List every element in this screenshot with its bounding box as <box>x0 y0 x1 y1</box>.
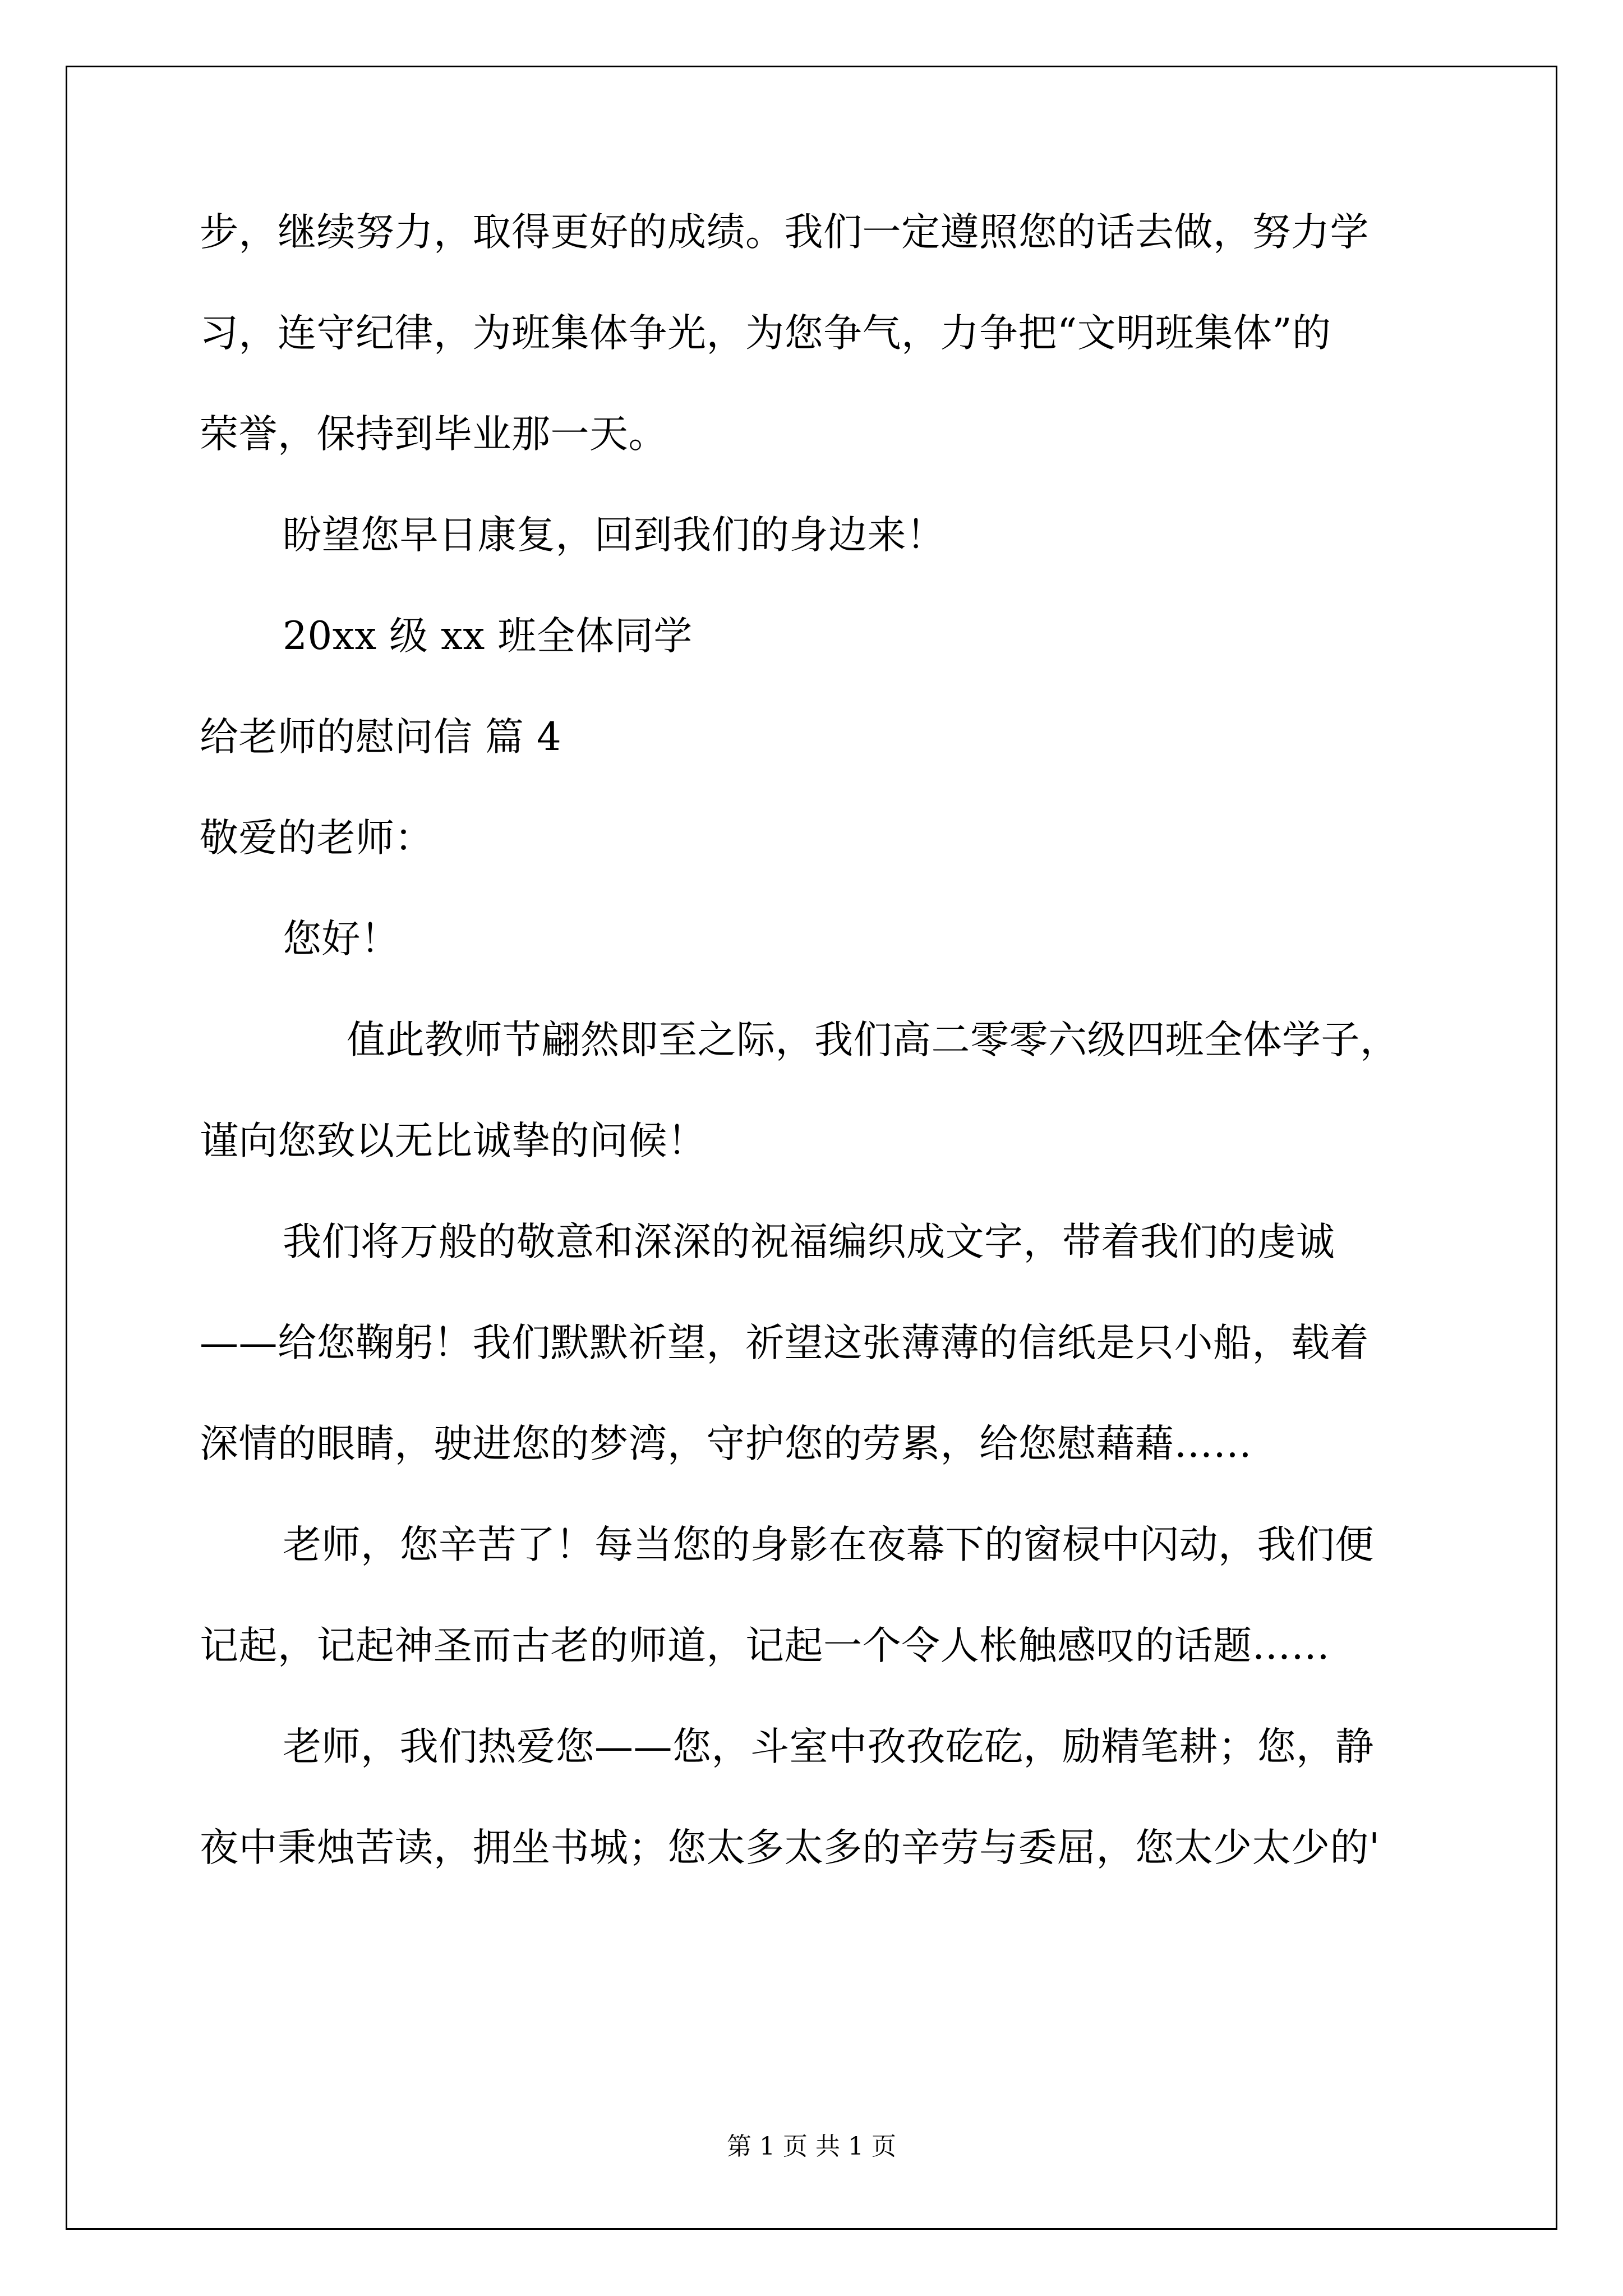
paragraph-line: 夜中秉烛苦读，拥坐书城；您太多太多的辛劳与委屈，您太少太少的' <box>200 1825 1380 1870</box>
paragraph-line: 盼望您早日康复，回到我们的身边来！ <box>283 513 946 558</box>
salutation: 敬爱的老师： <box>200 816 434 861</box>
paragraph-line: 荣誉，保持到毕业那一天。 <box>200 412 667 457</box>
paragraph-line: 步，继续努力，取得更好的成绩。我们一定遵照您的话去做，努力学 <box>200 210 1369 255</box>
paragraph-line: 习，连守纪律，为班集体争光，为您争气，力争把“文明班集体”的 <box>200 311 1331 356</box>
paragraph-line: 老师，您辛苦了！每当您的身影在夜幕下的窗棂中闪动，我们便 <box>283 1522 1374 1567</box>
paragraph-line: 深情的眼睛，驶进您的梦湾，守护您的劳累，给您慰藉藉…… <box>200 1421 1252 1466</box>
paragraph-line: ——给您鞠躬！我们默默祈望，祈望这张薄薄的信纸是只小船，载着 <box>200 1320 1369 1365</box>
paragraph-line: 我们将万般的敬意和深深的祝福编织成文字，带着我们的虔诚 <box>283 1220 1335 1264</box>
paragraph-line: 记起，记起神圣而古老的师道，记起一个令人枨触感叹的话题…… <box>200 1623 1330 1668</box>
section-heading: 给老师的慰问信 篇 4 <box>200 715 562 760</box>
greeting: 您好！ <box>283 917 400 961</box>
paragraph-line: 谨向您致以无比诚挚的问候！ <box>200 1119 707 1163</box>
paragraph-line: 值此教师节翩然即至之际，我们高二零零六级四班全体学子， <box>347 1018 1399 1062</box>
signature-line: 20xx 级 xx 班全体同学 <box>283 614 693 659</box>
paragraph-line: 老师，我们热爱您——您，斗室中孜孜矻矻，励精笔耕；您，静 <box>283 1724 1374 1769</box>
page-footer: 第 1 页 共 1 页 <box>727 2132 896 2161</box>
